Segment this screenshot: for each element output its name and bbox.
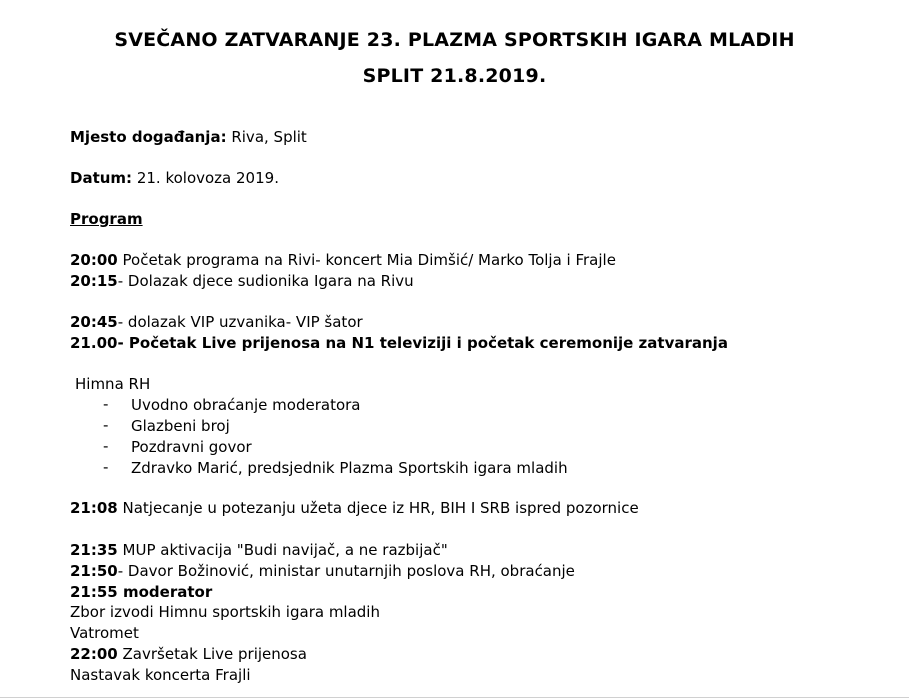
schedule-time: 21.00 [70,334,118,352]
schedule-time: 21:08 [70,499,118,517]
date-line [70,168,279,188]
anthem-line: Himna RH [75,375,151,393]
list-dash: - [103,395,109,413]
schedule-item [70,644,307,664]
schedule-item [70,250,616,270]
page-bottom-divider [0,697,909,698]
schedule-item [70,561,575,581]
date-label: Datum: [70,169,133,187]
schedule-text: Završetak Live prijenosa [117,645,307,663]
schedule-time: 21:50 [70,562,118,580]
list-dash: - [103,458,109,476]
schedule-item-ceremony [70,333,728,353]
schedule-item [70,312,363,332]
date-value: 21. kolovoza 2019. [132,169,279,187]
document-title: SVEČANO ZATVARANJE 23. PLAZMA SPORTSKIH IGARA MLADIH [114,29,795,51]
list-item-text: Zdravko Marić, predsjednik Plazma Sportskih igara mladih [131,459,568,477]
schedule-text: - Dolazak djece sudionika Igara na Rivu [117,272,414,290]
schedule-item [70,582,212,602]
choir-line: Zbor izvodi Himnu sportskih igara mladih [70,603,380,621]
list-item-text: Pozdravni govor [131,438,252,456]
list-dash: - [103,416,109,434]
venue-label: Mjesto događanja: [70,128,227,146]
venue-value: Riva, Split [226,128,307,146]
schedule-text: Početak programa na Rivi- koncert Mia Dimšić/ Marko Tolja i Frajle [117,251,616,269]
schedule-item [70,271,414,291]
document-subtitle: SPLIT 21.8.2019. [362,65,547,87]
schedule-text: - Početak Live prijenosa na N1 televiziji i početak ceremonije zatvaranja [117,334,728,352]
venue-line [70,127,307,147]
schedule-time: 20:45 [70,313,118,331]
schedule-time: 20:00 [70,251,118,269]
list-dash: - [103,437,109,455]
schedule-text: moderator [117,583,213,601]
concert-line: Nastavak koncerta Frajli [70,666,251,684]
list-item-text: Glazbeni broj [131,417,230,435]
schedule-time: 22:00 [70,645,118,663]
schedule-time: 20:15 [70,272,118,290]
schedule-text: - dolazak VIP uzvanika- VIP šator [117,313,363,331]
schedule-item [70,498,639,518]
schedule-text: MUP aktivacija "Budi navijač, a ne razbijač" [117,541,448,559]
schedule-text: - Davor Božinović, ministar unutarnjih poslova RH, obraćanje [117,562,575,580]
program-heading: Program [70,210,143,228]
schedule-time: 21:35 [70,541,118,559]
schedule-text: Natjecanje u potezanju užeta djece iz HR, BIH I SRB ispred pozornice [117,499,639,517]
schedule-item [70,540,448,560]
schedule-time: 21:55 [70,583,118,601]
fireworks-line: Vatromet [70,624,139,642]
list-item-text: Uvodno obraćanje moderatora [131,396,361,414]
